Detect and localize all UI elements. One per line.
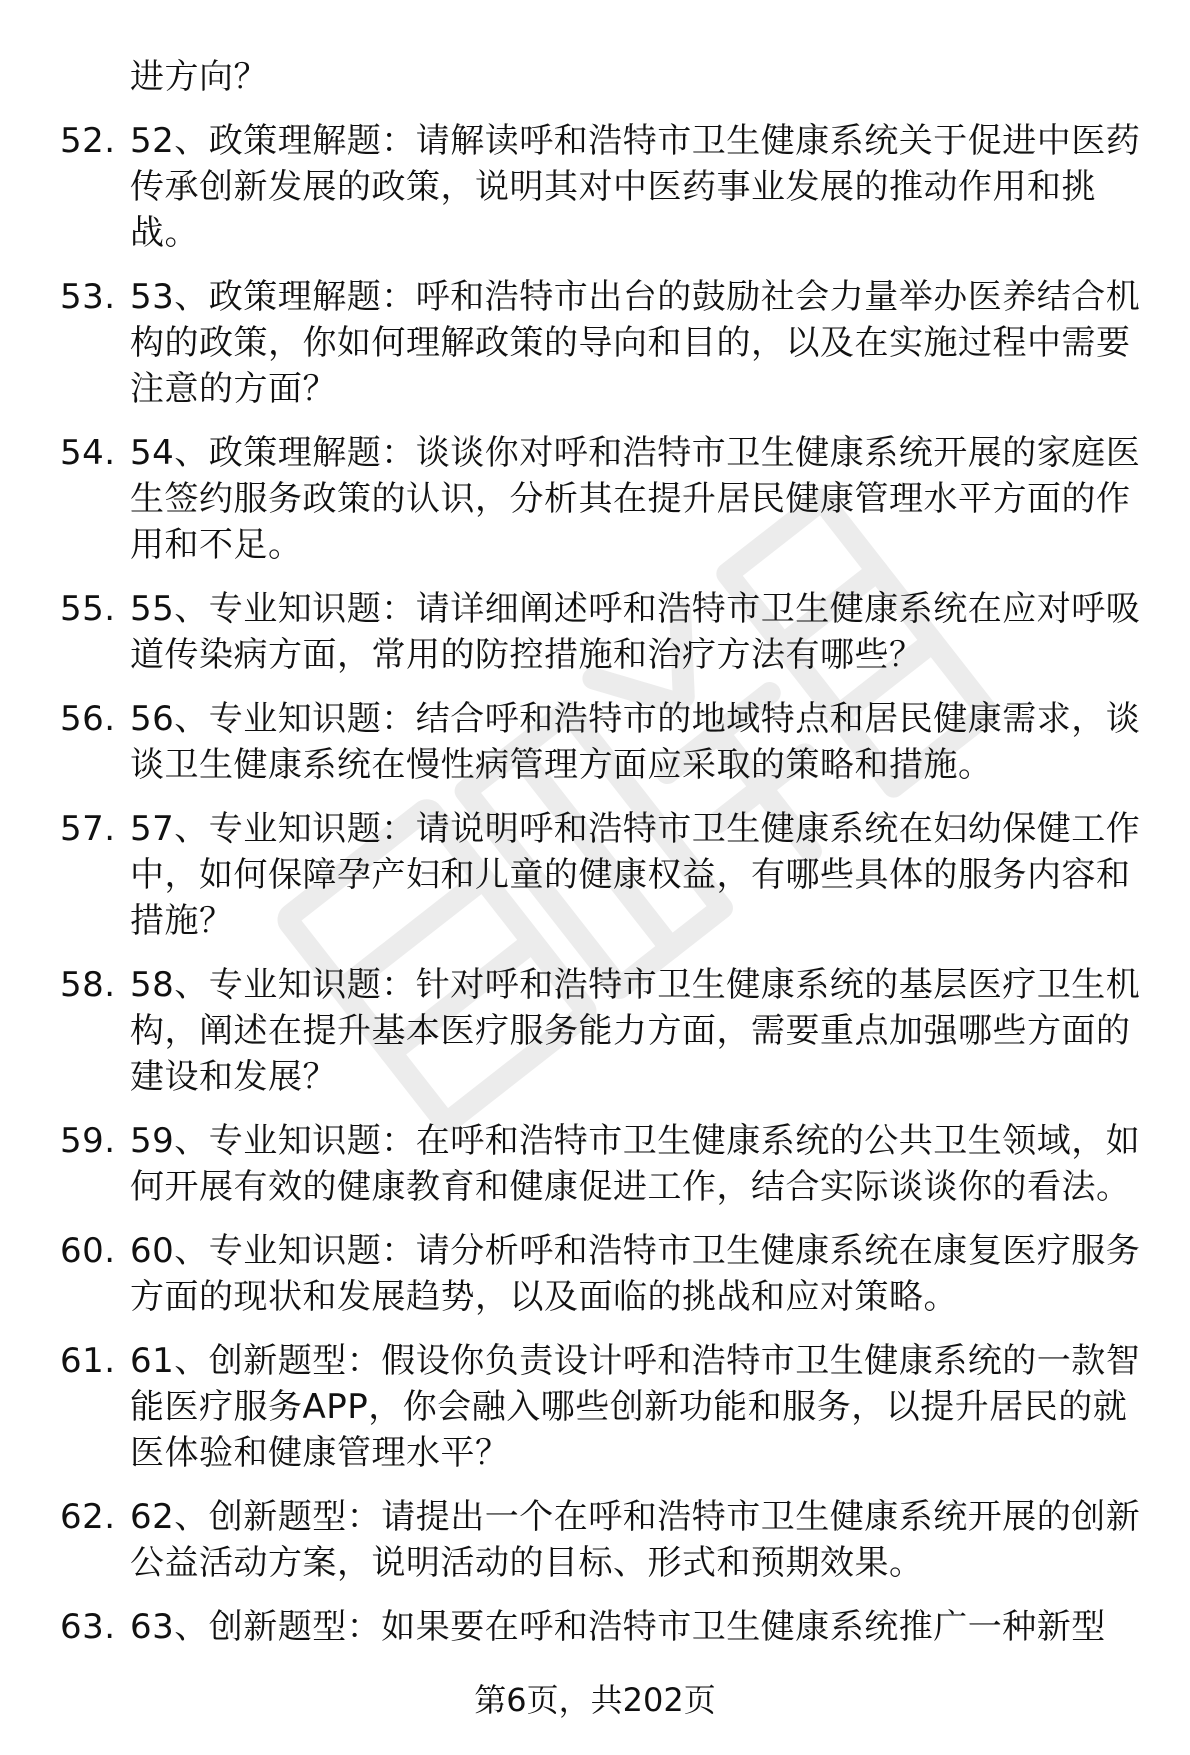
page-number-label: 第6页，共202页 (474, 1681, 716, 1719)
question-number: 54. (60, 433, 116, 473)
question-item (60, 1338, 1150, 1476)
question-number: 53. (60, 277, 116, 317)
question-item (60, 1604, 1150, 1650)
question-content (60, 54, 1150, 1668)
question-text: 62、创新题型：请提出一个在呼和浩特市卫生健康系统开展的创新公益活动方案，说明活动的目标、形式和预期效果。 (130, 1497, 1141, 1583)
question-number: 56. (60, 699, 116, 739)
question-text: 58、专业知识题：针对呼和浩特市卫生健康系统的基层医疗卫生机构，阐述在提升基本医疗服务能力方面，需要重点加强哪些方面的建设和发展？ (130, 965, 1141, 1097)
question-number: 58. (60, 965, 116, 1005)
question-text: 63、创新题型：如果要在呼和浩特市卫生健康系统推广一种新型 (130, 1607, 1106, 1647)
question-number: 62. (60, 1497, 116, 1537)
question-number: 52. (60, 121, 116, 161)
question-number: 60. (60, 1231, 116, 1271)
question-text: 57、专业知识题：请说明呼和浩特市卫生健康系统在妇幼保健工作中，如何保障孕产妇和儿童的健康权益，有哪些具体的服务内容和措施？ (130, 809, 1141, 941)
question-item (60, 962, 1150, 1100)
question-item (60, 586, 1150, 678)
question-item (60, 1118, 1150, 1210)
question-number: 59. (60, 1121, 116, 1161)
continuation-text: 进方向？ (130, 57, 268, 97)
question-text: 53、政策理解题：呼和浩特市出台的鼓励社会力量举办医养结合机构的政策，你如何理解政策的导向和目的，以及在实施过程中需要注意的方面？ (130, 277, 1141, 409)
question-number: 61. (60, 1341, 116, 1381)
question-text: 54、政策理解题：谈谈你对呼和浩特市卫生健康系统开展的家庭医生签约服务政策的认识，分析其在提升居民健康管理水平方面的作用和不足。 (130, 433, 1141, 565)
question-item (60, 696, 1150, 788)
question-text: 61、创新题型：假设你负责设计呼和浩特市卫生健康系统的一款智能医疗服务APP，你会融入哪些创新功能和服务，以提升居民的就医体验和健康管理水平？ (130, 1341, 1141, 1473)
question-number: 57. (60, 809, 116, 849)
question-number: 63. (60, 1607, 116, 1647)
question-item (60, 806, 1150, 944)
question-text: 60、专业知识题：请分析呼和浩特市卫生健康系统在康复医疗服务方面的现状和发展趋势，以及面临的挑战和应对策略。 (130, 1231, 1141, 1317)
question-text: 59、专业知识题：在呼和浩特市卫生健康系统的公共卫生领域，如何开展有效的健康教育和健康促进工作，结合实际谈谈你的看法。 (130, 1121, 1141, 1207)
question-item (60, 118, 1150, 256)
question-number: 55. (60, 589, 116, 629)
question-item (60, 274, 1150, 412)
question-item (60, 1228, 1150, 1320)
page-footer (0, 1678, 1190, 1722)
question-text: 55、专业知识题：请详细阐述呼和浩特市卫生健康系统在应对呼吸道传染病方面，常用的防控措施和治疗方法有哪些？ (130, 589, 1141, 675)
question-list (60, 118, 1150, 1650)
question-item (60, 1494, 1150, 1586)
question-text: 52、政策理解题：请解读呼和浩特市卫生健康系统关于促进中医药传承创新发展的政策，说明其对中医药事业发展的推动作用和挑战。 (130, 121, 1141, 253)
question-text: 56、专业知识题：结合呼和浩特市的地域特点和居民健康需求，谈谈卫生健康系统在慢性病管理方面应采取的策略和措施。 (130, 699, 1141, 785)
question-item (60, 430, 1150, 568)
